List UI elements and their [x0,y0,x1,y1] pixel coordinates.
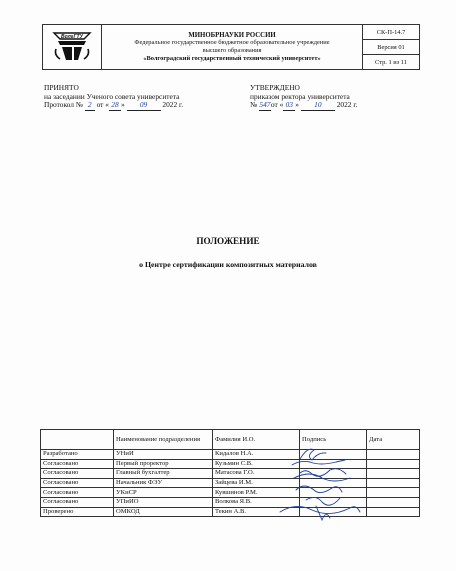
table-row [41,450,420,460]
document-title: ПОЛОЖЕНИЕ [196,236,260,246]
row-signature [300,450,367,460]
row-status: Согласовано [41,497,114,507]
row-date [367,459,420,469]
header-signature: Подпись [300,430,367,450]
row-status: Согласовано [41,469,114,479]
row-name: Текин А.В. [213,507,300,517]
approved-order: № 547от « 03 » 10 2022 г. [250,100,358,110]
row-name: Кузьмин С.В. [213,459,300,469]
header-department: Наименование подразделения [114,430,213,450]
approval-table-header [41,430,420,450]
row-department: Первый проректор [114,459,213,469]
org-line-1: Федеральное государственное бюджетное образовательное учреждение [134,39,330,47]
header-date: Дата [367,430,420,450]
university-logo-icon [50,27,94,63]
row-department: УПиИО [114,497,213,507]
table-row [41,478,420,488]
row-department: Начальник ФЭУ [114,478,213,488]
row-department: Главный бухгалтер [114,469,213,479]
row-name: Кувшинов Р.М. [213,488,300,498]
row-date [367,478,420,488]
row-status: Согласовано [41,459,114,469]
protocol-month: 09 [127,101,161,111]
protocol-day: 28 [109,101,121,111]
org-line-3: «Волгоградский государственный технический университет» [143,54,321,62]
header-status [41,430,114,450]
row-date [367,497,420,507]
row-department: УНиИ [114,450,213,460]
row-signature [300,497,367,507]
order-month: 10 [301,101,335,111]
row-date [367,450,420,460]
row-date [367,507,420,517]
row-status: Согласовано [41,488,114,498]
accepted-title: ПРИНЯТО [44,83,79,92]
row-signature [300,478,367,488]
document-header [42,24,420,70]
row-signature [300,459,367,469]
row-department: ОМКОД [114,507,213,517]
accepted-block [44,84,183,111]
approved-block [250,84,357,111]
table-row [41,459,420,469]
header-name: Фамилия И.О. [213,430,300,450]
org-line-2: высшего образования [202,47,262,54]
row-signature [300,469,367,479]
row-signature [300,507,367,517]
approval-table [40,429,420,517]
order-day: 03 [283,101,295,111]
row-name: Кидалов Н.А. [213,450,300,460]
row-status: Разработано [41,450,114,460]
ministry-name: МИНОБРНАУКИ РОССИИ [188,31,276,39]
table-row [41,507,420,517]
row-signature [300,488,367,498]
document-subtitle: о Центре сертификации композитных материалов [139,260,317,269]
approved-title: УТВЕРЖДЕНО [250,83,300,92]
table-row [41,469,420,479]
accepted-protocol: Протокол № 2 от « 28 » 09 2022 г. [44,100,184,110]
row-name: Зайцева И.М. [213,478,300,488]
table-row [41,497,420,507]
table-row [41,488,420,498]
doc-version: Версия 01 [363,40,420,55]
protocol-number: 2 [85,101,95,111]
row-name: Матасова Г.О. [213,469,300,479]
order-number: 547 [259,100,271,110]
row-date [367,469,420,479]
row-department: УКиСР [114,488,213,498]
row-date [367,488,420,498]
row-status: Согласовано [41,478,114,488]
row-status: Проверено [41,507,114,517]
page-number: Стр. 1 из 11 [363,55,420,70]
accepted-line-2: на заседании Ученого совета университета [44,91,180,101]
row-name: Волкова Я.В. [213,497,300,507]
university-logo [43,25,102,70]
organization-name [102,25,363,70]
approved-line-2: приказом ректора университета [250,91,350,101]
doc-code: СК-П-14.7 [363,25,420,40]
svg-text:ВолгГТУ: ВолгГТУ [61,33,83,40]
